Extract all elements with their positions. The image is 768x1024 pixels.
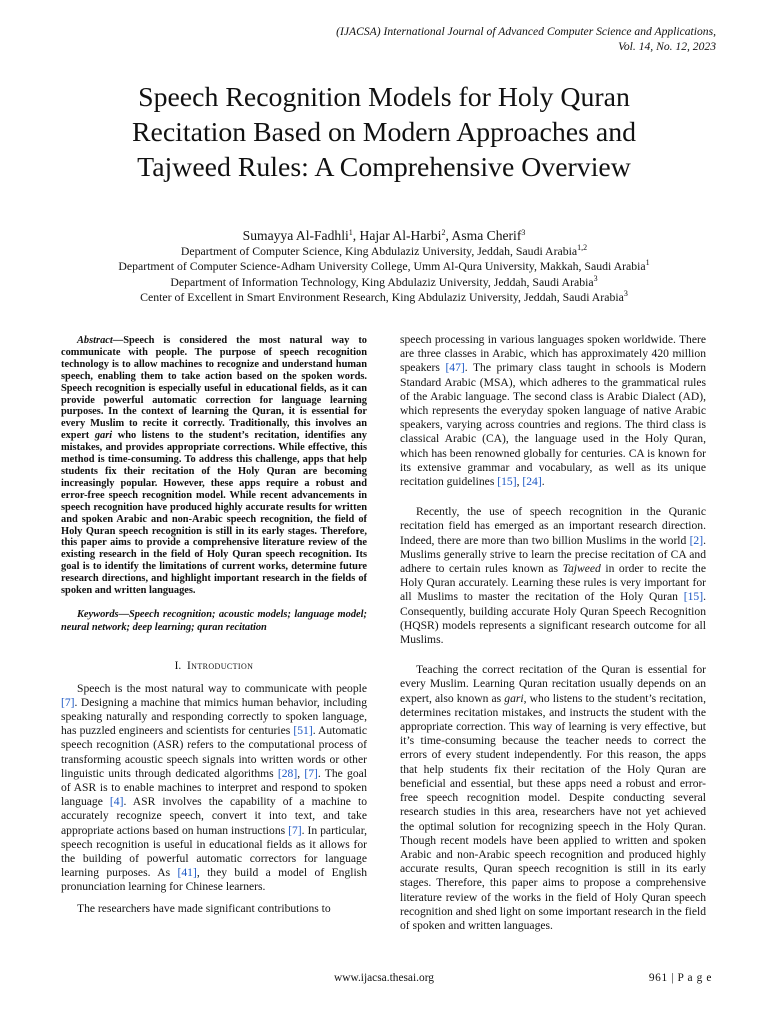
affiliation [40,290,728,305]
citation-link[interactable]: [7] [61,695,75,709]
affiliation-text: Department of Computer Science, King Abdulaziz University, Jeddah, Saudi Arabia [180,244,578,258]
citation-link[interactable]: [7] [304,766,318,780]
citation-link[interactable]: [7] [288,823,302,837]
affiliation-sup: 3 [623,288,628,298]
author-sep: , [445,228,452,243]
author-3-sup: 3 [521,228,526,237]
text-run: . Automatic speech recognition (ASR) refers to the computational process of transforming acoustic speech signals into written words or other linguistic units through dedicated algorithms [61,724,368,780]
affiliation-sup: 1,2 [577,243,588,252]
affiliation-sup: 1 [645,258,650,268]
text-run: Recently, the use of speech recognition in the Quranic recitation field has emerged as an important research direction. Indeed, there are more than two billion Muslims in the world [400,505,706,547]
right-paragraph-1 [400,333,706,489]
section-number: I. [174,659,182,672]
italic-term: gari [504,691,524,705]
text-run: , they build a model of English pronunciation learning for Chinese learners. [61,866,367,894]
page-number: 961 | P a g e [648,972,712,984]
title-line-1: Speech Recognition Models for Holy Quran [138,82,630,113]
right-paragraph-2 [400,505,706,647]
author-list [40,228,728,244]
citation-link[interactable]: [28] [277,766,298,780]
citation-link[interactable]: [15] [497,475,517,489]
text-run: . [541,475,545,489]
text-run: Teaching the correct recitation of the Quran is essential for every Muslim. Learning Quran recitation usually depends on an expert, also known as [400,663,706,705]
citation-link[interactable]: [24] [522,475,542,489]
footer-url[interactable]: www.ijacsa.thesai.org [334,972,434,984]
keywords: Keywords—Speech recognition; acoustic models; language model; neural network; deep learning; quran recitation [61,608,367,633]
affiliation [40,259,728,274]
title-line-3: Tajweed Rules: A Comprehensive Overview [137,152,631,183]
abstract-gari: gari [94,430,113,442]
text-run: . The primary class taught in schools is Modern Standard Arabic (MSA), which adheres to the grammatical rules of the Arabic language. The second class is Arabic Dialect (AD), which represents the everyday spoken language of native Arabic speakers, varying across countries and regions. The third class is classical Arabic (CA), the language used in the Holy Quran, which has been renowned globally for centuries. CA is known for its extensive grammar and vocabulary, as well as its unique recitation guidelines [400,361,706,489]
affiliation-text: Department of Information Technology, King Abdulaziz University, Jeddah, Saudi Arabia [170,274,594,289]
text-run: in order to recite the Holy Quran accurately. Learning these rules is very important for all Muslims to master the recitation of the Holy Quran [400,562,706,604]
text-run: . Consequently, building accurate Holy Quran Speech Recognition (HQSR) models represents a significant research outcome for all Muslims. [400,590,706,647]
right-column [400,333,706,933]
citation-link[interactable]: [4] [109,795,124,809]
author-2: Hajar Al-Harbi [359,228,442,243]
abstract-text: —Speech is considered the most natural way to communicate with people. The purpose of speech recognition technology is to allow machines to recognize and understand human speech, enabling them to take action based on the spoken words. Speech recognition is especially useful in educational fields, as it can provide powerful automatic correction for language learning purposes. In the context of learning the Quran, it is essential for every Muslim to recite it correctly. Traditionally, this involves an expert [61,335,367,442]
text-run: . In particular, speech recognition is useful in educational fields as it allows for the building of powerful automatic correctors for language learning purposes. As [61,823,367,880]
author-1-sup: 1 [348,228,353,237]
intro-paragraph-1 [61,682,367,895]
journal-volume: Vol. 14, No. 12, 2023 [618,40,716,53]
abstract [61,335,367,597]
section-heading [61,660,367,672]
right-paragraph-3 [400,663,706,933]
left-column [61,335,367,916]
text-run: , who listens to the student’s recitation, determines recitation mistakes, and instructs the student with the appropriate correction. This way of learning is very effective, but it’s time-consuming because the teacher needs to correct the errors of every student independently. For this reason, the apps that help students fix their recitation of the Holy Quran are beneficial and essential, but these apps need a robust and error-free speech recognition model. Despite conducting several research studies in this area, researchers have not yet achieved the optimal solution for recognizing speech in the Holy Quran. Though recent models have been applied to written and spoken Arabic and non-Arabic speech recognition and produced highly accurate results, Quran speech recognition is still in its early stages. Therefore, this paper aims to propose a comprehensive literature review of the works in the field of Holy Quran speech recognition and shed light on some important research in the field of spoken and written languages. [400,691,706,932]
affiliations [40,244,728,305]
affiliation-text: Center of Excellent in Smart Environment Research, King Abdulaziz University, Jeddah, Saudi Arabia [140,289,624,304]
citation-link[interactable]: [2] [689,533,704,547]
author-sep: , [352,228,360,243]
author-1: Sumayya Al-Fadhli [242,228,349,243]
text-run: speech processing in various languages spoken worldwide. There are three classes in Arabic, which has approximately 420 million speakers [400,333,706,375]
paper-title [40,80,728,185]
citation-link[interactable]: [47] [445,361,465,375]
author-3: Asma Cherif [451,228,522,243]
citation-link[interactable]: [41] [177,866,197,880]
text-run: . ASR involves the capability of a machine to accurately recognize speech, convert it into text, and take appropriate actions based on human instructions [61,795,367,837]
intro-paragraph-2: The researchers have made significant contributions to [77,901,331,915]
affiliation [40,244,728,259]
text-run: . The goal of ASR is to enable machines to interpret and respond to spoken language [61,766,367,809]
affiliation [40,275,728,290]
text-run: , [297,766,305,780]
text-run: . Muslims generally strive to learn the precise recitation of CA and adhere to certain rules known as [400,533,706,576]
text-run: . Designing a machine that mimics human behavior, including speaking naturally and responding correctly to spoken language, has puzzled engineers and scientists for centuries [61,695,367,738]
text-run: Speech is the most natural way to communicate with people [77,681,367,695]
title-line-2: Recitation Based on Modern Approaches and [131,117,637,148]
citation-link[interactable]: [15] [683,590,704,604]
abstract-label: Abstract [77,335,113,346]
journal-header [336,24,716,54]
abstract-text-2: who listens to the student’s recitation, identifies any mistakes, and provides appropriate corrections. While effective, this method is time-consuming. To address this challenge, apps that help students fix their recitation of the Holy Quran are becoming increasingly popular. However, these apps require a robust and error-free speech recognition model. While recent advancements in speech recognition have produced highly accurate results for written and spoken Arabic and non-Arabic speech recognition, the field of Holy Quran speech recognition is still in its early stages. Therefore, this paper aims to provide a comprehensive literature review of the existing research in the field of Holy Quran speech recognition. Its goal is to identify the limitations of current works, determine future research directions, and highlight important research in the fields of spoken and written languages. [61,430,367,597]
citation-link[interactable]: [51] [293,724,313,738]
author-2-sup: 2 [441,228,446,237]
journal-name: (IJACSA) International Journal of Advanced Computer Science and Applications, [336,25,716,38]
italic-term: Tajweed [562,562,601,576]
section-title: Introduction [186,659,254,672]
text-run: , [516,475,523,489]
affiliation-sup: 3 [593,273,598,283]
affiliation-text: Department of Computer Science-Adham University College, Umm Al-Qura University, Makkah, Saudi Arabia [118,259,646,274]
